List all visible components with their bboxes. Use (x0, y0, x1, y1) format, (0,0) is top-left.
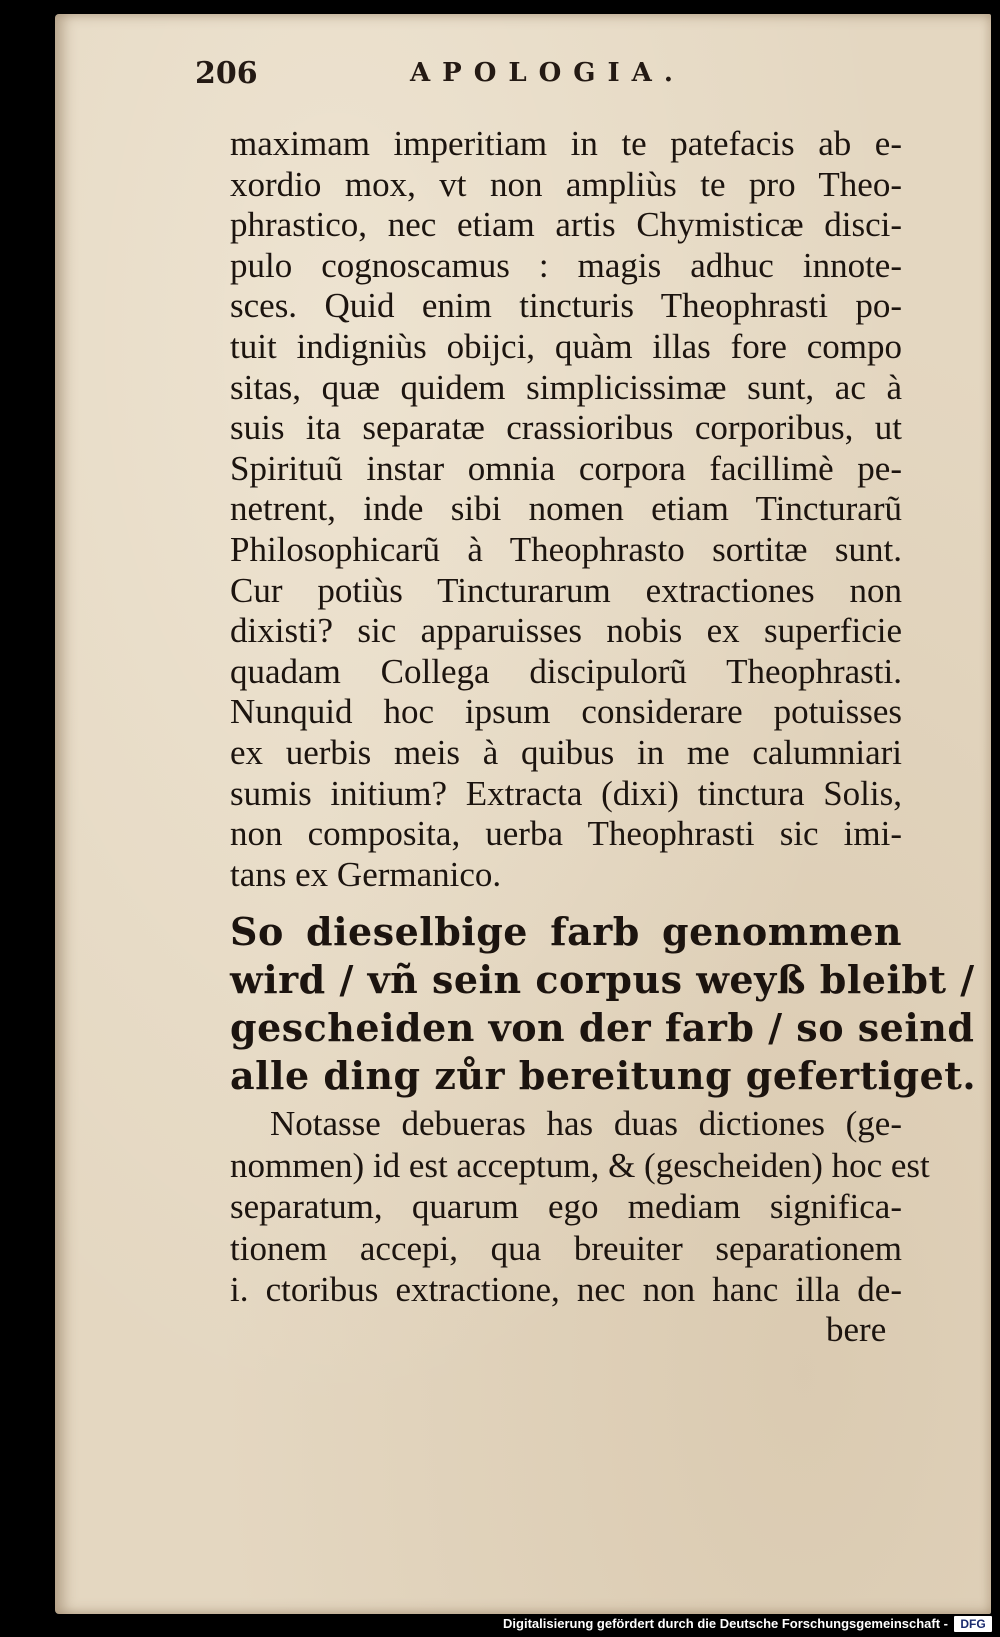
text-line: ex uerbis meis à quibus in me calumniari (230, 732, 902, 772)
german-quotation (230, 908, 977, 1100)
text-line: i. ctoribus extractione, nec non hanc illa de- (230, 1270, 902, 1309)
text-line: Notasse debueras has duas dictiones (ge- (270, 1104, 902, 1143)
text-line: pulo cognoscamus : magis adhuc innote- (230, 245, 902, 285)
text-line: sumis initium? Extracta (dixi) tinctura Solis, (230, 773, 902, 813)
text-line: Spirituũ instar omnia corpora facillimè pe- (230, 448, 902, 488)
text-line: suis ita separatæ crassioribus corporibus, ut (230, 408, 902, 448)
text-line: tans ex Germanico. (230, 854, 502, 894)
latin-paragraph-2 (230, 1103, 930, 1311)
quote-line: wird / vñ sein corpus weyß bleibt / (230, 957, 975, 1002)
digitization-credit: Digitalisierung gefördert durch die Deutsche Forschungsgemeinschaft - (503, 1616, 948, 1631)
text-line: Philosophicarũ à Theophrasto sortitæ sunt. (230, 529, 902, 569)
text-line: xordio mox, vt non ampliùs te pro Theo- (230, 164, 902, 204)
text-line: maximam imperitiam in te patefacis ab e- (230, 124, 902, 163)
text-line: non composita, uerba Theophrasti sic imi- (230, 814, 902, 854)
text-line: Nunquid hoc ipsum considerare potuisses (230, 692, 902, 732)
text-line: phrastico, nec etiam artis Chymisticæ disci- (230, 205, 902, 245)
catchword: bere (826, 1310, 887, 1349)
text-line: nommen) id est acceptum, & (gescheiden) hoc est (230, 1145, 930, 1185)
quote-line: alle ding zůr bereitung gefertiget. (230, 1053, 977, 1098)
text-line: quadam Collega discipulorũ Theophrasti. (230, 651, 902, 691)
page-number: 206 (195, 56, 258, 91)
running-title: APOLOGIA. (410, 58, 685, 88)
dfg-logo: DFG (954, 1616, 992, 1632)
quote-line: gescheiden von der farb / so seind (230, 1005, 975, 1050)
text-line: tuit indigniùs obijci, quàm illas fore compo (230, 326, 902, 366)
text-line: separatum, quarum ego mediam significa- (230, 1187, 902, 1226)
text-line: tionem accepi, qua breuiter separationem (230, 1228, 902, 1268)
latin-paragraph-1 (230, 124, 902, 895)
text-line: sces. Quid enim tincturis Theophrasti po- (230, 286, 902, 326)
quote-line: So dieselbige farb genommen (230, 909, 902, 954)
text-line: dixisti? sic apparuisses nobis ex superficie (230, 611, 902, 651)
text-line: netrent, inde sibi nomen etiam Tincturarũ (230, 489, 902, 529)
text-line: sitas, quæ quidem simplicissimæ sunt, ac à (230, 367, 902, 407)
text-line: Cur potiùs Tincturarum extractiones non (230, 570, 902, 610)
page-header (195, 56, 915, 96)
